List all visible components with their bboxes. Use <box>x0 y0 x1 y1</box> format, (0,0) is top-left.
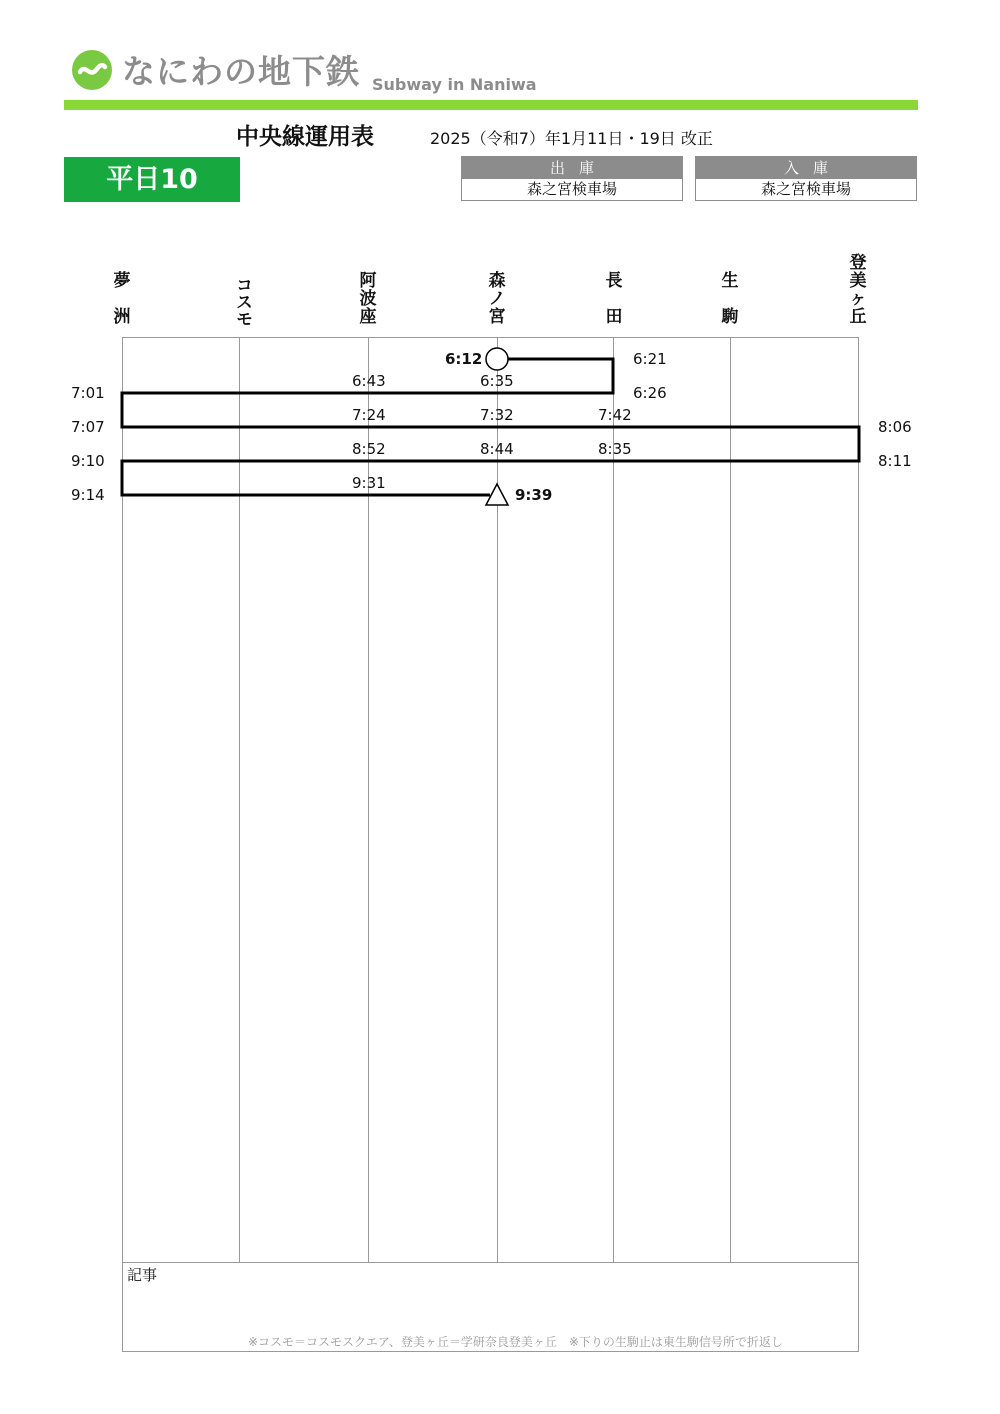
station-morinomiya: 森 ノ 宮 <box>488 271 506 327</box>
time-label: 7:42 <box>598 406 632 424</box>
station-awaza: 阿 波 座 <box>359 271 377 327</box>
time-label: 9:14 <box>71 486 105 504</box>
operation-badge: 平日10 <box>64 157 240 202</box>
station-ikoma: 生 駒 <box>721 271 739 327</box>
time-label: 6:21 <box>633 350 667 368</box>
footnote: ※コスモ＝コスモスクエア、登美ヶ丘＝学研奈良登美ヶ丘 ※下りの生駒止は東生駒信号所で折返し <box>248 1335 783 1349</box>
circle-icon <box>486 348 508 370</box>
station-cosmo: コスモ <box>232 275 252 327</box>
depot-out-header: 出庫 <box>462 157 682 179</box>
station-tomigaoka: 登 美 ヶ 丘 <box>849 253 867 327</box>
time-label: 6:12 <box>445 350 483 368</box>
time-label: 8:11 <box>878 452 912 470</box>
notes-label: 記事 <box>127 1266 158 1284</box>
depot-in-value: 森之宮検車場 <box>760 180 851 198</box>
time-label: 7:24 <box>352 406 386 424</box>
station-nagata: 長 田 <box>605 271 623 327</box>
time-label: 8:06 <box>878 418 912 436</box>
time-label: 9:31 <box>352 474 386 492</box>
revision-date: 2025（令和7）年1月11日・19日 改正 <box>430 129 713 148</box>
document-title: 中央線運用表 <box>236 124 374 150</box>
time-label: 9:10 <box>71 452 105 470</box>
time-label: 8:35 <box>598 440 632 458</box>
time-label: 6:35 <box>480 372 514 390</box>
time-label: 8:52 <box>352 440 386 458</box>
brand-subtitle: Subway in Naniwa <box>372 75 537 94</box>
time-label: 7:07 <box>71 418 105 436</box>
station-yumeshima: 夢 洲 <box>113 271 131 327</box>
time-label: 6:26 <box>633 384 667 402</box>
brand-name: なにわの地下鉄 <box>122 52 360 91</box>
time-label: 7:01 <box>71 384 105 402</box>
time-label: 6:43 <box>352 372 386 390</box>
time-label: 7:32 <box>480 406 514 424</box>
time-label: 9:39 <box>515 486 553 504</box>
time-label: 8:44 <box>480 440 514 458</box>
depot-in-header: 入庫 <box>696 157 916 179</box>
depot-out-value: 森之宮検車場 <box>526 180 617 198</box>
